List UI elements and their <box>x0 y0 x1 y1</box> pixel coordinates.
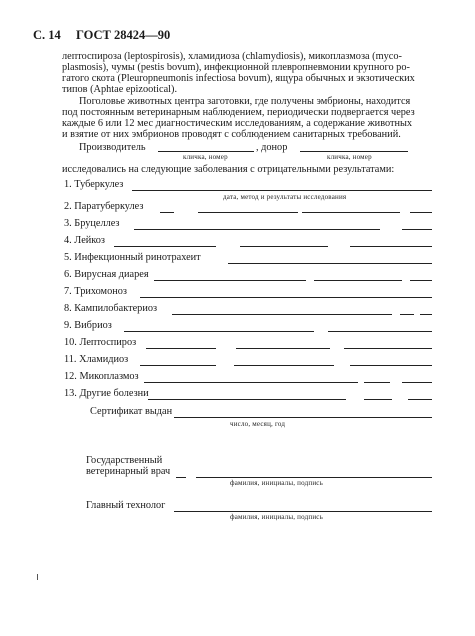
certificate-label: Сертификат выдан <box>90 406 173 417</box>
disease-field-line <box>228 263 432 264</box>
disease-field-line <box>402 229 432 230</box>
donor-label: , донор <box>256 142 288 153</box>
disease-item: 12. Микоплазмоз <box>64 371 139 382</box>
tech-field-line <box>174 511 432 512</box>
intro-line: гатого скота (Pleuropneumonis infectiosa bovum), ящура обычных и экзотических <box>62 73 415 84</box>
disease-item: 3. Бруцеллез <box>64 218 120 229</box>
intro-line: типов (Aphtae epizootical). <box>62 84 178 95</box>
intro-line: plasmosis), чумы (pestis bovum), инфекционной плевропневмонии крупного ро- <box>62 62 410 73</box>
disease-item: 6. Вирусная диарея <box>64 269 149 280</box>
producer-field-line <box>158 151 254 152</box>
disease-field-line <box>172 314 392 315</box>
scan-mark <box>37 574 38 580</box>
standard-code: ГОСТ 28424—90 <box>76 28 171 42</box>
disease-field-line <box>198 212 298 213</box>
tech-caption: фамилия, инициалы, подпись <box>230 513 323 521</box>
disease-field-line <box>114 246 216 247</box>
certificate-field-line <box>174 417 432 418</box>
disease-field-line <box>124 331 314 332</box>
disease-field-line <box>400 314 414 315</box>
disease-field-line <box>350 365 432 366</box>
disease-field-line <box>132 190 432 191</box>
donor-field-line <box>300 151 408 152</box>
page-number: С. 14 <box>33 28 61 42</box>
disease-field-line <box>148 399 346 400</box>
intro-line: и взятие от них эмбрионов проводят с соблюдением санитарных требований. <box>62 129 401 140</box>
disease-field-line <box>160 212 174 213</box>
vet-field-line <box>176 477 186 478</box>
disease-item: 4. Лейкоз <box>64 235 105 246</box>
disease-field-line <box>402 382 432 383</box>
tech-label: Главный технолог <box>86 500 166 511</box>
disease-field-line <box>420 314 432 315</box>
disease-field-line <box>134 229 380 230</box>
disease-item: 11. Хламидиоз <box>64 354 129 365</box>
disease-field-line <box>410 212 432 213</box>
disease-field-line <box>140 365 216 366</box>
disease-item: 1. Туберкулез <box>64 179 124 190</box>
intro-line: Поголовье животных центра заготовки, где получены эмбрионы, находится <box>79 96 411 107</box>
disease-item: 2. Паратуберкулез <box>64 201 144 212</box>
disease-item: 8. Кампилобактериоз <box>64 303 158 314</box>
disease-field-line <box>146 348 216 349</box>
vet-label: ветеринарный врач <box>86 466 171 477</box>
disease-field-line <box>240 246 328 247</box>
intro-line: под постоянным ветеринарным наблюдением, периодически подвергается через <box>62 107 415 118</box>
intro-line: каждые 6 или 12 мес диагностическим исследованиям, а содержание животных <box>62 118 413 129</box>
disease-item: 7. Трихомоноз <box>64 286 127 297</box>
disease-field-line <box>364 399 392 400</box>
disease-field-line <box>344 348 432 349</box>
intro-line: лептоспироза (leptospirosis), хламидиоза (chlamydiosis), микоплазмоза (myco- <box>62 51 402 62</box>
producer-caption: кличка, номер <box>183 153 228 161</box>
producer-label: Производитель <box>79 142 146 153</box>
disease-field-line <box>328 331 432 332</box>
donor-caption: кличка, номер <box>327 153 372 161</box>
disease-field-line <box>314 280 402 281</box>
disease-field-line <box>144 382 358 383</box>
certificate-caption: число, месяц, год <box>230 420 286 428</box>
disease-caption: дата, метод и результаты исследования <box>223 193 347 201</box>
disease-item: 10. Лептоспироз <box>64 337 137 348</box>
vet-field-line <box>196 477 432 478</box>
disease-field-line <box>410 280 432 281</box>
disease-item: 5. Инфекционный ринотрахеит <box>64 252 201 263</box>
disease-field-line <box>236 348 330 349</box>
disease-field-line <box>364 382 390 383</box>
studied-line: исследовались на следующие заболевания с отрицательными результатами: <box>62 164 395 175</box>
disease-field-line <box>154 280 306 281</box>
disease-item: 9. Вибриоз <box>64 320 112 331</box>
disease-field-line <box>302 212 400 213</box>
disease-field-line <box>140 297 432 298</box>
vet-caption: фамилия, инициалы, подпись <box>230 479 323 487</box>
vet-label: Государственный <box>86 455 163 466</box>
disease-item: 13. Другие болезни <box>64 388 149 399</box>
disease-field-line <box>234 365 334 366</box>
disease-field-line <box>350 246 432 247</box>
disease-field-line <box>408 399 432 400</box>
